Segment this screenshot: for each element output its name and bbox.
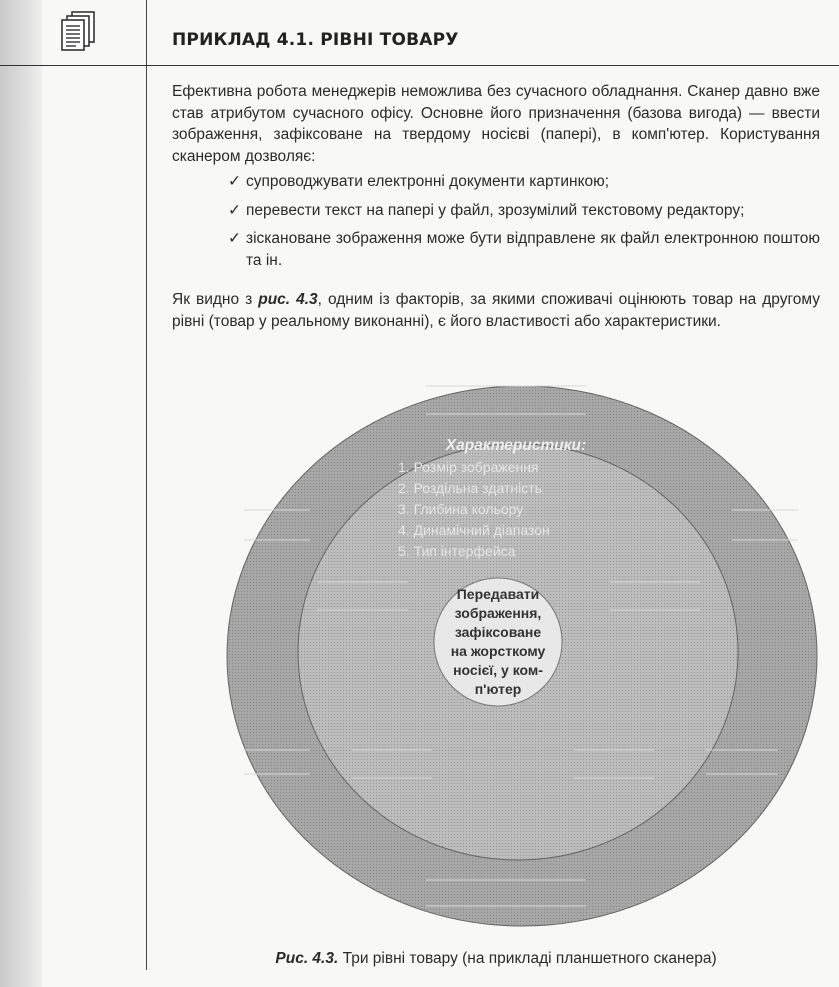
core-text-line: зображення, (454, 605, 542, 621)
caption-label: Рис. 4.3. (275, 950, 339, 967)
figure-caption (172, 950, 820, 968)
characteristic-item: 5. Тип інтерфейса (398, 543, 516, 559)
list-item-text: зіскановане зображення може бути відправлене як файл електронною поштою та ін. (246, 230, 820, 269)
list-item (228, 228, 820, 271)
checklist (228, 171, 820, 278)
checkmark-icon: ✓ (228, 201, 241, 219)
checkmark-icon: ✓ (228, 173, 241, 190)
list-item-text: перевести текст на папері у файл, зрозумілий текстовому редактору; (246, 201, 745, 219)
characteristic-item: 3. Глибина кольору (398, 501, 524, 517)
page-edge-shadow (0, 0, 42, 987)
list-item-text: супроводжувати електронні документи картинкою; (246, 173, 610, 190)
page-title: ПРИКЛАД 4.1. РІВНІ ТОВАРУ (172, 30, 459, 50)
caption-text: Три рівні товару (на прикладі планшетного сканера) (338, 950, 717, 967)
list-item (228, 171, 820, 193)
header-horizontal-rule (0, 65, 839, 66)
characteristic-item: 4. Динамічний діапазон (398, 522, 550, 538)
characteristic-item: 1. Розмір зображення (398, 459, 539, 475)
figure-reference-link[interactable]: рис. 4.3 (258, 291, 318, 308)
intro-paragraph: Ефективна робота менеджерів неможлива без сучасного обладнання. Сканер давно вже став атрибутом сучасного офісу. Основне його призначення (базова вигода) — ввести зображення, зафіксоване на твердому носієві (папері), в комп'ютер. Користування сканером дозволяє: (172, 83, 820, 165)
list-item (228, 200, 820, 222)
paragraph-text: , одним із факторів, за якими споживачі оцінюють товар на другому рівні (товар у реальному виконанні), є його властивості або характеристики. (172, 291, 820, 330)
core-text-line: зафіксоване (454, 624, 542, 640)
characteristics-heading: Характеристики: (445, 437, 587, 454)
core-text-line: носієї, у ком- (453, 662, 543, 678)
checkmark-icon: ✓ (228, 230, 241, 247)
figure-reference-paragraph (172, 289, 820, 332)
core-text-line: п'ютер (474, 681, 522, 697)
characteristic-item: 2. Роздільна здатність (398, 480, 542, 496)
core-text-line: Передавати (456, 586, 540, 602)
paragraph-text: Як видно з (172, 291, 259, 308)
document-stack-icon (58, 10, 98, 54)
core-text-line: на жорсткому (450, 643, 546, 659)
product-levels-diagram (222, 350, 820, 928)
margin-vertical-rule (146, 0, 147, 970)
